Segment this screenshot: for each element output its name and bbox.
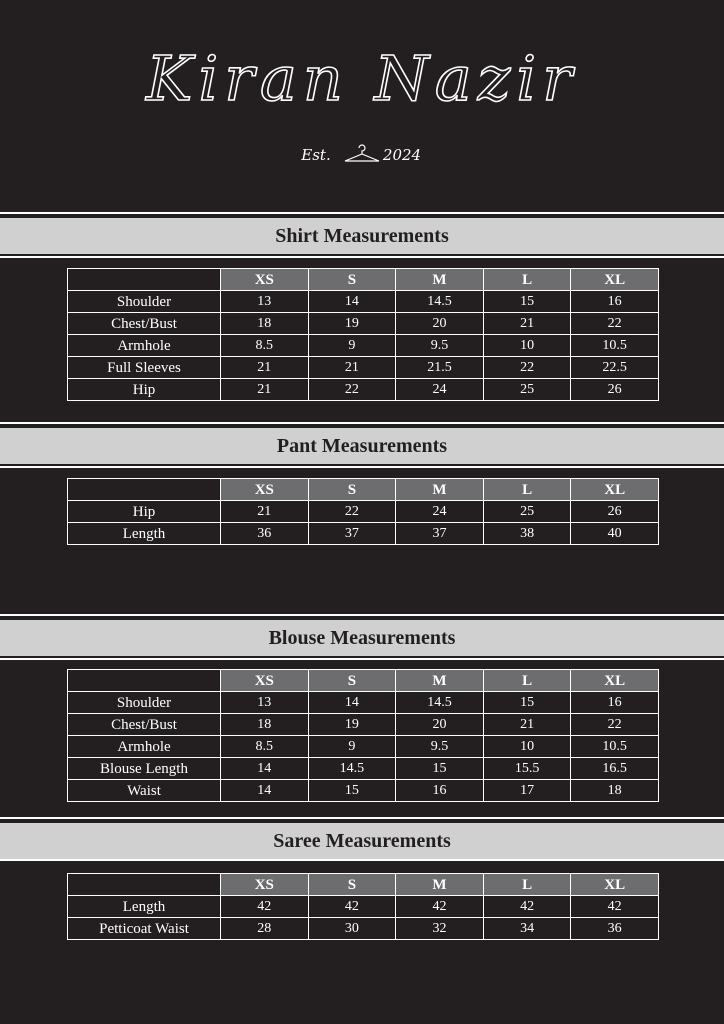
measurement-value: 20 (396, 714, 484, 736)
size-header-cell: M (396, 874, 484, 896)
measurement-value: 14.5 (396, 291, 484, 313)
measurement-value: 24 (396, 379, 484, 401)
measurement-value: 13 (221, 692, 309, 714)
hanger-icon (345, 145, 379, 161)
measurement-value: 22.5 (571, 357, 659, 379)
measurement-value: 18 (571, 780, 659, 802)
divider-line (0, 212, 724, 214)
measurement-value: 17 (483, 780, 571, 802)
divider-line (0, 256, 724, 258)
measurement-value: 16 (571, 692, 659, 714)
measurement-value: 21 (221, 357, 309, 379)
size-header-row (68, 874, 659, 896)
measurement-value: 8.5 (221, 335, 309, 357)
measurement-value: 8.5 (221, 736, 309, 758)
measurement-value: 22 (308, 379, 396, 401)
section-title: Shirt Measurements (0, 218, 724, 254)
measurement-label: Chest/Bust (68, 313, 221, 335)
measurement-value: 21 (221, 379, 309, 401)
measurement-value: 26 (571, 379, 659, 401)
header-corner-cell (68, 479, 221, 501)
divider-line (0, 422, 724, 424)
measurement-value: 36 (221, 523, 309, 545)
size-header-cell: M (396, 269, 484, 291)
measurement-value: 13 (221, 291, 309, 313)
divider-line (0, 658, 724, 660)
table-row (68, 291, 659, 313)
measurement-value: 37 (308, 523, 396, 545)
measurement-label: Shoulder (68, 692, 221, 714)
size-header-cell: XS (221, 269, 309, 291)
measurement-value: 32 (396, 918, 484, 940)
size-header-cell: XL (571, 479, 659, 501)
measurement-value: 42 (396, 896, 484, 918)
measurement-value: 42 (483, 896, 571, 918)
size-header-cell: XS (221, 670, 309, 692)
measurement-value: 10.5 (571, 335, 659, 357)
measurement-value: 21.5 (396, 357, 484, 379)
header-corner-cell (68, 269, 221, 291)
measurement-value: 10 (483, 335, 571, 357)
measurement-value: 25 (483, 501, 571, 523)
brand-logo (0, 28, 724, 128)
table-row (68, 714, 659, 736)
measurement-label: Armhole (68, 335, 221, 357)
measurement-value: 37 (396, 523, 484, 545)
est-label: Est. (301, 146, 331, 164)
measurement-label: Shoulder (68, 291, 221, 313)
table-row (68, 523, 659, 545)
size-header-cell: S (308, 670, 396, 692)
measurement-value: 34 (483, 918, 571, 940)
table-row (68, 501, 659, 523)
size-header-cell: XL (571, 269, 659, 291)
measurement-label: Full Sleeves (68, 357, 221, 379)
shirt-size-table (67, 268, 659, 401)
measurement-value: 42 (308, 896, 396, 918)
measurement-value: 14 (308, 692, 396, 714)
measurement-value: 14.5 (396, 692, 484, 714)
size-header-cell: XS (221, 874, 309, 896)
measurement-value: 21 (308, 357, 396, 379)
blouse-size-table (67, 669, 659, 802)
divider-line (0, 466, 724, 468)
size-header-cell: L (483, 874, 571, 896)
measurement-value: 36 (571, 918, 659, 940)
measurement-value: 22 (308, 501, 396, 523)
measurement-value: 14 (221, 780, 309, 802)
measurement-value: 20 (396, 313, 484, 335)
measurement-value: 40 (571, 523, 659, 545)
measurement-value: 22 (571, 714, 659, 736)
measurement-value: 10.5 (571, 736, 659, 758)
est-year: 2024 (382, 146, 422, 164)
saree-size-table (67, 873, 659, 940)
measurement-value: 14.5 (308, 758, 396, 780)
measurement-label: Petticoat Waist (68, 918, 221, 940)
table-row (68, 736, 659, 758)
table-row (68, 379, 659, 401)
table-row (68, 896, 659, 918)
size-header-row (68, 670, 659, 692)
measurement-value: 26 (571, 501, 659, 523)
measurement-value: 28 (221, 918, 309, 940)
measurement-label: Waist (68, 780, 221, 802)
header-corner-cell (68, 874, 221, 896)
measurement-value: 42 (221, 896, 309, 918)
measurement-value: 15 (483, 291, 571, 313)
size-header-cell: S (308, 479, 396, 501)
table-row (68, 313, 659, 335)
table-row (68, 780, 659, 802)
size-header-cell: M (396, 670, 484, 692)
divider-line (0, 817, 724, 819)
measurement-value: 25 (483, 379, 571, 401)
measurement-value: 18 (221, 313, 309, 335)
measurement-value: 18 (221, 714, 309, 736)
size-header-row (68, 479, 659, 501)
measurement-value: 21 (483, 313, 571, 335)
measurement-label: Length (68, 896, 221, 918)
measurement-value: 15 (396, 758, 484, 780)
measurement-label: Blouse Length (68, 758, 221, 780)
measurement-value: 9.5 (396, 736, 484, 758)
measurement-value: 21 (483, 714, 571, 736)
measurement-value: 9 (308, 736, 396, 758)
table-row (68, 335, 659, 357)
size-header-cell: XL (571, 874, 659, 896)
size-header-cell: S (308, 269, 396, 291)
svg-text:Kiran Nazir: Kiran Nazir (146, 42, 578, 115)
measurement-label: Chest/Bust (68, 714, 221, 736)
size-header-cell: L (483, 269, 571, 291)
measurement-value: 22 (483, 357, 571, 379)
table-row (68, 918, 659, 940)
measurement-label: Hip (68, 379, 221, 401)
measurement-value: 24 (396, 501, 484, 523)
table-row (68, 357, 659, 379)
measurement-label: Armhole (68, 736, 221, 758)
size-header-cell: XL (571, 670, 659, 692)
size-header-cell: L (483, 479, 571, 501)
size-header-cell: M (396, 479, 484, 501)
measurement-value: 19 (308, 313, 396, 335)
table-row (68, 758, 659, 780)
measurement-value: 38 (483, 523, 571, 545)
measurement-value: 15 (308, 780, 396, 802)
measurement-label: Hip (68, 501, 221, 523)
measurement-value: 16 (396, 780, 484, 802)
measurement-value: 14 (308, 291, 396, 313)
measurement-value: 15 (483, 692, 571, 714)
measurement-value: 9 (308, 335, 396, 357)
measurement-value: 21 (221, 501, 309, 523)
section-title: Saree Measurements (0, 823, 724, 859)
measurement-value: 10 (483, 736, 571, 758)
divider-line (0, 859, 724, 861)
size-header-cell: XS (221, 479, 309, 501)
size-header-cell: L (483, 670, 571, 692)
pant-size-table (67, 478, 659, 545)
table-row (68, 692, 659, 714)
measurement-value: 16 (571, 291, 659, 313)
measurement-value: 14 (221, 758, 309, 780)
divider-line (0, 614, 724, 616)
measurement-value: 19 (308, 714, 396, 736)
measurement-value: 42 (571, 896, 659, 918)
measurement-label: Length (68, 523, 221, 545)
section-title: Blouse Measurements (0, 620, 724, 656)
section-title: Pant Measurements (0, 428, 724, 464)
measurement-value: 15.5 (483, 758, 571, 780)
established-line (0, 141, 724, 171)
size-header-cell: S (308, 874, 396, 896)
measurement-value: 9.5 (396, 335, 484, 357)
header-corner-cell (68, 670, 221, 692)
measurement-value: 16.5 (571, 758, 659, 780)
size-header-row (68, 269, 659, 291)
measurement-value: 22 (571, 313, 659, 335)
measurement-value: 30 (308, 918, 396, 940)
